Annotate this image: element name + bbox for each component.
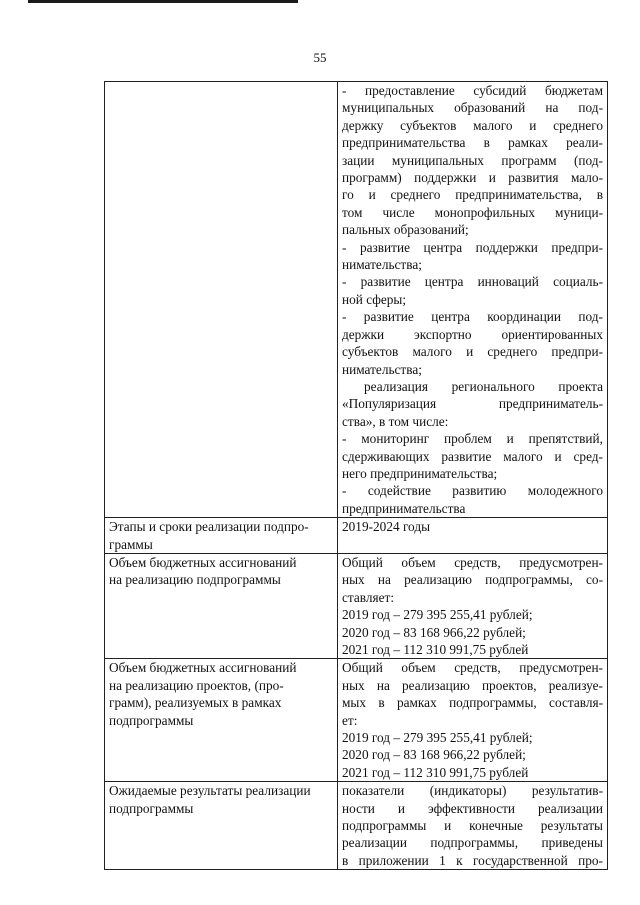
row-label-cell (105, 659, 338, 782)
content-line: Общий объем средств, предусмотрен- (342, 554, 603, 570)
content-line: программ) поддержки и развития мало- (342, 170, 603, 186)
content-line: «Популяризация предприниматель- (342, 396, 603, 412)
row-label-cell (105, 553, 338, 658)
content-line: 2021 год – 112 310 991,75 рублей (342, 764, 529, 780)
top-edge-line (28, 0, 298, 3)
content-line: предпринимательства в рамках реали- (342, 135, 603, 151)
label-line: подпрограммы (109, 800, 194, 816)
content-line: 2019-2024 годы (342, 519, 431, 535)
content-line: - развитие центра инноваций социаль- (342, 274, 603, 290)
content-line: ной сферы; (342, 291, 407, 307)
label-line: граммы (109, 536, 153, 552)
label-line: на реализацию проектов, (про- (109, 677, 284, 693)
label-line: Ожидаемые результаты реализации (109, 783, 311, 799)
content-line: том числе монопрофильных муници- (342, 204, 603, 220)
content-line: пальных образований; (342, 222, 469, 238)
content-line: 2020 год – 83 168 966,22 рублей; (342, 624, 526, 640)
table-row (105, 518, 608, 554)
content-line: - развитие центра поддержки предпри- (342, 239, 603, 255)
content-line: муниципальных образований на под- (342, 100, 603, 116)
content-line: Общий объем средств, предусмотрен- (342, 660, 603, 676)
row-content-cell (338, 782, 608, 870)
content-line: 2019 год – 279 395 255,41 рублей; (342, 730, 533, 746)
content-line: держки экспортно ориентированных (342, 326, 603, 342)
content-line: нимательства; (342, 361, 422, 377)
content-line: зации муниципальных программ (под- (342, 152, 603, 168)
content-line: реализация регионального проекта (364, 378, 603, 394)
table-row (105, 553, 608, 658)
content-line: ных на реализацию подпрограммы, со- (342, 572, 603, 588)
label-line: грамм), реализуемых в рамках (109, 695, 282, 711)
table-row (105, 659, 608, 782)
content-line: 2019 год – 279 395 255,41 рублей; (342, 607, 533, 623)
content-line: - развитие центра координации под- (342, 309, 603, 325)
content-line: в приложении 1 к государственной про- (342, 852, 603, 868)
table-row (105, 782, 608, 870)
page-number: 55 (313, 50, 327, 65)
content-line: - мониторинг проблем и препятствий, (342, 431, 603, 447)
content-line: мых в рамках подпрограммы, составля- (342, 695, 603, 711)
row-label-cell (105, 82, 338, 518)
row-content-cell (338, 82, 608, 518)
content-line: ставляет: (342, 589, 395, 605)
label-line: Объем бюджетных ассигнований (109, 554, 297, 570)
content-line: подпрограммы и конечные результаты (342, 818, 603, 834)
label-line: Объем бюджетных ассигнований (109, 660, 297, 676)
label-line: Этапы и сроки реализации подпро- (109, 519, 309, 535)
label-line: подпрограммы (109, 712, 194, 728)
content-line: него предпринимательства; (342, 465, 498, 481)
row-content-cell (338, 518, 608, 554)
content-line: субъектов малого и среднего предпри- (342, 344, 603, 360)
content-line: ных на реализацию проектов, реализуе- (342, 677, 603, 693)
row-label-cell (105, 518, 338, 554)
passport-table (104, 81, 608, 870)
content-line: ности и эффективности реализации (342, 800, 603, 816)
content-line: 2021 год – 112 310 991,75 рублей (342, 642, 529, 657)
content-line: 2020 год – 83 168 966,22 рублей; (342, 747, 526, 763)
row-label-cell (105, 782, 338, 870)
content-line: предпринимательства (342, 500, 466, 516)
table-row (105, 82, 608, 518)
content-line: нимательства; (342, 257, 422, 273)
content-line: реализации подпрограммы, приведены (342, 835, 603, 851)
content-line: го и среднего предпринимательства, в (342, 187, 603, 203)
content-line: сдерживающих развитие малого и сред- (342, 448, 603, 464)
content-line: ства», в том числе: (342, 413, 449, 429)
label-line: на реализацию подпрограммы (109, 572, 281, 588)
content-line: показатели (индикаторы) результатив- (342, 783, 603, 799)
content-line: - предоставление субсидий бюджетам (342, 83, 603, 98)
content-line: ет: (342, 712, 358, 728)
content-line: - содействие развитию молодежного (342, 483, 603, 499)
content-line: держку субъектов малого и среднего (342, 117, 603, 133)
row-content-cell (338, 659, 608, 782)
row-content-cell (338, 553, 608, 658)
